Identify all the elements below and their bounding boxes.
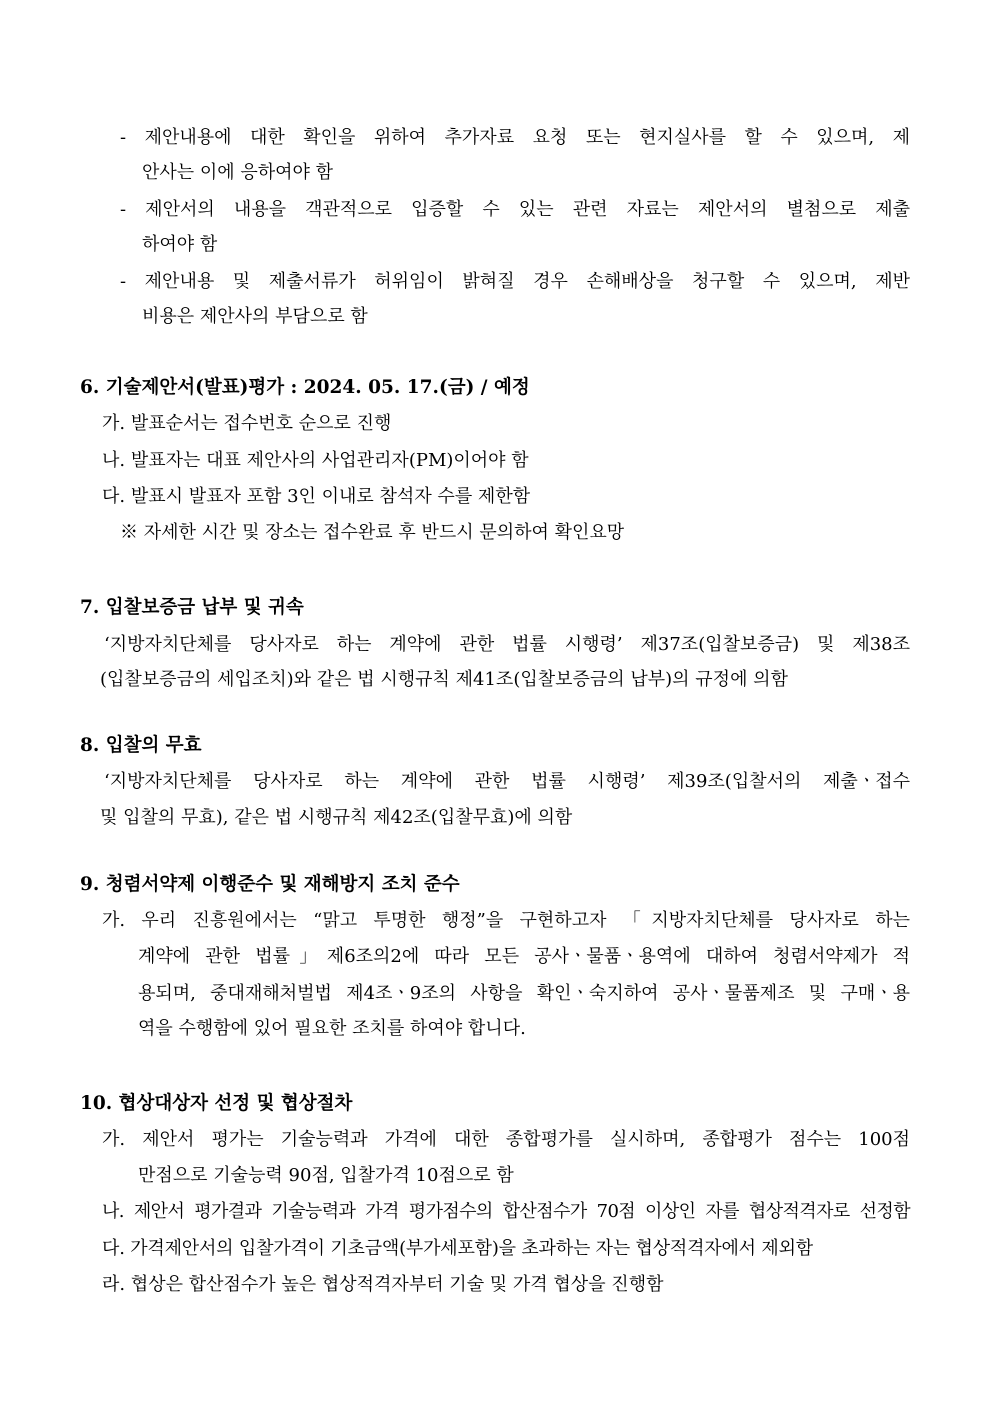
section-9-line-2: 계약에 관한 법률」제6조의2에 따라 모든 공사ㆍ물품ㆍ용역에 대하여 청렴서약제가 적: [138, 946, 910, 967]
section-8-text-line-2: 및 입찰의 무효), 같은 법 시행규칙 제42조(입찰무효)에 의함: [100, 807, 573, 828]
bullet-1-line-2: 안사는 이에 응하여야 함: [142, 162, 334, 183]
section-10-item-c: 다. 가격제안서의 입찰가격이 기초금액(부가세포함)을 초과하는 자는 협상적격자에서 제외함: [102, 1238, 813, 1259]
section-10-item-d: 라. 협상은 합산점수가 높은 협상적격자부터 기술 및 가격 협상을 진행함: [102, 1274, 664, 1295]
section-9-line-4: 역을 수행함에 있어 필요한 조치를 하여야 합니다.: [138, 1018, 526, 1039]
bullet-2-line-2: 하여야 함: [142, 234, 218, 255]
bullet-1-line-1: - 제안내용에 대한 확인을 위하여 추가자료 요청 또는 현지실사를 할 수 있으며, 제: [120, 127, 910, 148]
section-8-heading: 8. 입찰의 무효: [80, 735, 202, 756]
section-10-heading: 10. 협상대상자 선정 및 협상절차: [80, 1093, 353, 1114]
section-6-item-c: 다. 발표시 발표자 포함 3인 이내로 참석자 수를 제한함: [102, 486, 531, 507]
section-9-line-1: 가. 우리 진흥원에서는 “맑고 투명한 행정”을 구현하고자 「지방자치단체를 당사자로 하는: [102, 910, 910, 931]
section-9-heading: 9. 청렴서약제 이행준수 및 재해방지 조치 준수: [80, 874, 460, 895]
bullet-3-line-2: 비용은 제안사의 부담으로 함: [142, 306, 368, 327]
section-7-text-line-2: (입찰보증금의 세입조치)와 같은 법 시행규칙 제41조(입찰보증금의 납부)의 규정에 의함: [100, 669, 788, 690]
section-7-heading: 7. 입찰보증금 납부 및 귀속: [80, 597, 304, 618]
section-8-text-line-1: ‘지방자치단체를 당사자로 하는 계약에 관한 법률 시행령’ 제39조(입찰서의 제출ㆍ접수: [104, 771, 910, 792]
section-6-item-a: 가. 발표순서는 접수번호 순으로 진행: [102, 413, 392, 434]
section-10-item-a-line-1: 가. 제안서 평가는 기술능력과 가격에 대한 종합평가를 실시하며, 종합평가 점수는 100점: [102, 1129, 910, 1150]
section-6-item-b: 나. 발표자는 대표 제안사의 사업관리자(PM)이어야 함: [102, 450, 529, 471]
section-10-item-b: 나. 제안서 평가결과 기술능력과 가격 평가점수의 합산점수가 70점 이상인 자를 협상적격자로 선정함: [102, 1201, 910, 1222]
bullet-3-line-1: - 제안내용 및 제출서류가 허위임이 밝혀질 경우 손해배상을 청구할 수 있으며, 제반: [120, 271, 910, 292]
section-6-note: ※ 자세한 시간 및 장소는 접수완료 후 반드시 문의하여 확인요망: [120, 522, 625, 543]
section-7-text-line-1: ‘지방자치단체를 당사자로 하는 계약에 관한 법률 시행령’ 제37조(입찰보증금) 및 제38조: [104, 634, 910, 655]
section-10-item-a-line-2: 만점으로 기술능력 90점, 입찰가격 10점으로 함: [138, 1165, 514, 1186]
section-9-line-3: 용되며, 중대재해처벌법 제4조ㆍ9조의 사항을 확인ㆍ숙지하여 공사ㆍ물품제조 및 구매ㆍ용: [138, 983, 910, 1004]
section-6-heading: 6. 기술제안서(발표)평가 : 2024. 05. 17.(금) / 예정: [80, 377, 530, 398]
bullet-2-line-1: - 제안서의 내용을 객관적으로 입증할 수 있는 관련 자료는 제안서의 별첨으로 제출: [120, 199, 910, 220]
